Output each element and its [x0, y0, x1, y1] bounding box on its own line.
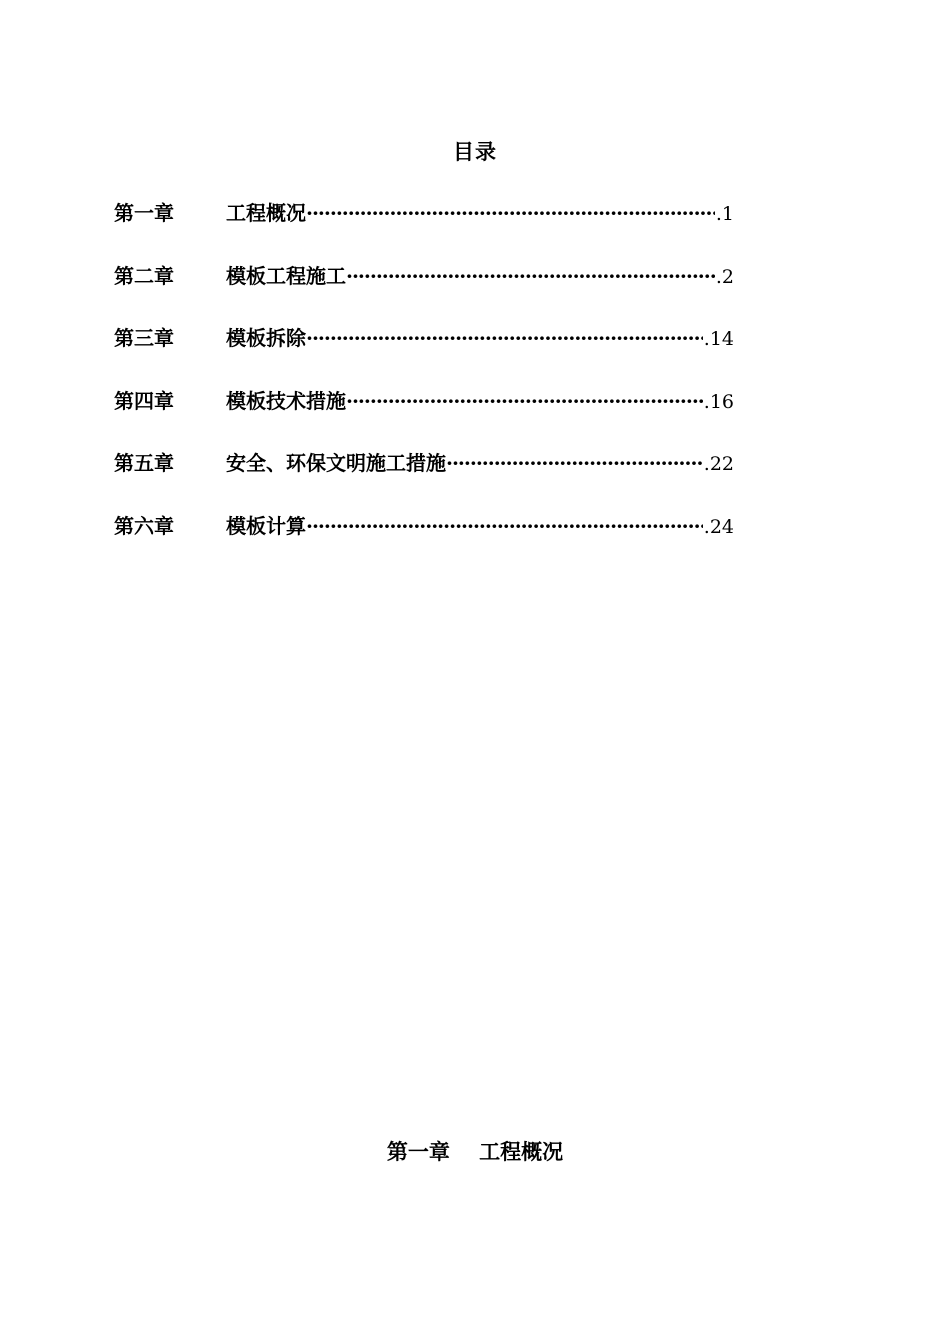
chapter-heading-number: 第一章	[386, 1139, 450, 1164]
toc-page-number: .24	[703, 515, 734, 538]
toc-chapter-number: 第三章	[114, 326, 174, 351]
toc-entry[interactable]	[114, 448, 734, 511]
toc-chapter-number: 第六章	[114, 513, 174, 538]
chapter-heading	[0, 1136, 950, 1166]
toc-dot-leader	[306, 198, 715, 228]
toc-page-number: .2	[715, 265, 734, 288]
toc-entry[interactable]	[114, 511, 734, 574]
toc-entry[interactable]	[114, 386, 734, 449]
toc-entry-title: 模板工程施工	[226, 263, 346, 288]
toc-chapter-number: 第四章	[114, 388, 174, 413]
toc-chapter-number: 第五章	[114, 451, 174, 476]
toc-entry-body	[226, 386, 734, 417]
toc-page-number: .22	[703, 453, 734, 476]
toc-chapter-number: 第一章	[114, 201, 174, 225]
toc-title: 目录	[453, 139, 497, 164]
toc-entry-body	[226, 198, 734, 229]
toc-entry-title: 模板计算	[226, 513, 306, 538]
toc-page-number: .16	[703, 390, 734, 413]
chapter-heading-title: 工程概况	[479, 1139, 564, 1164]
toc-dot-leader	[446, 448, 703, 478]
toc-entry[interactable]	[114, 198, 734, 261]
toc-entry-body	[226, 261, 734, 292]
toc-entry[interactable]	[114, 261, 734, 324]
toc-chapter-number: 第二章	[114, 263, 174, 288]
toc-dot-leader	[306, 323, 703, 353]
toc-entry-body	[226, 511, 734, 542]
toc-entry-title: 模板拆除	[226, 326, 306, 351]
toc-entry-title: 安全、环保文明施工措施	[226, 451, 446, 476]
toc-entry-title: 工程概况	[226, 201, 306, 225]
toc-entry[interactable]	[114, 323, 734, 386]
toc-entry-body	[226, 323, 734, 354]
toc-page-number: .14	[703, 328, 734, 351]
toc-dot-leader	[306, 511, 703, 541]
toc-entry-body	[226, 448, 734, 479]
toc-entry-title: 模板技术措施	[226, 388, 346, 413]
toc-page-number: .1	[715, 203, 734, 225]
toc-dot-leader	[346, 261, 715, 291]
toc-dot-leader	[346, 386, 703, 416]
toc-list	[114, 198, 734, 574]
